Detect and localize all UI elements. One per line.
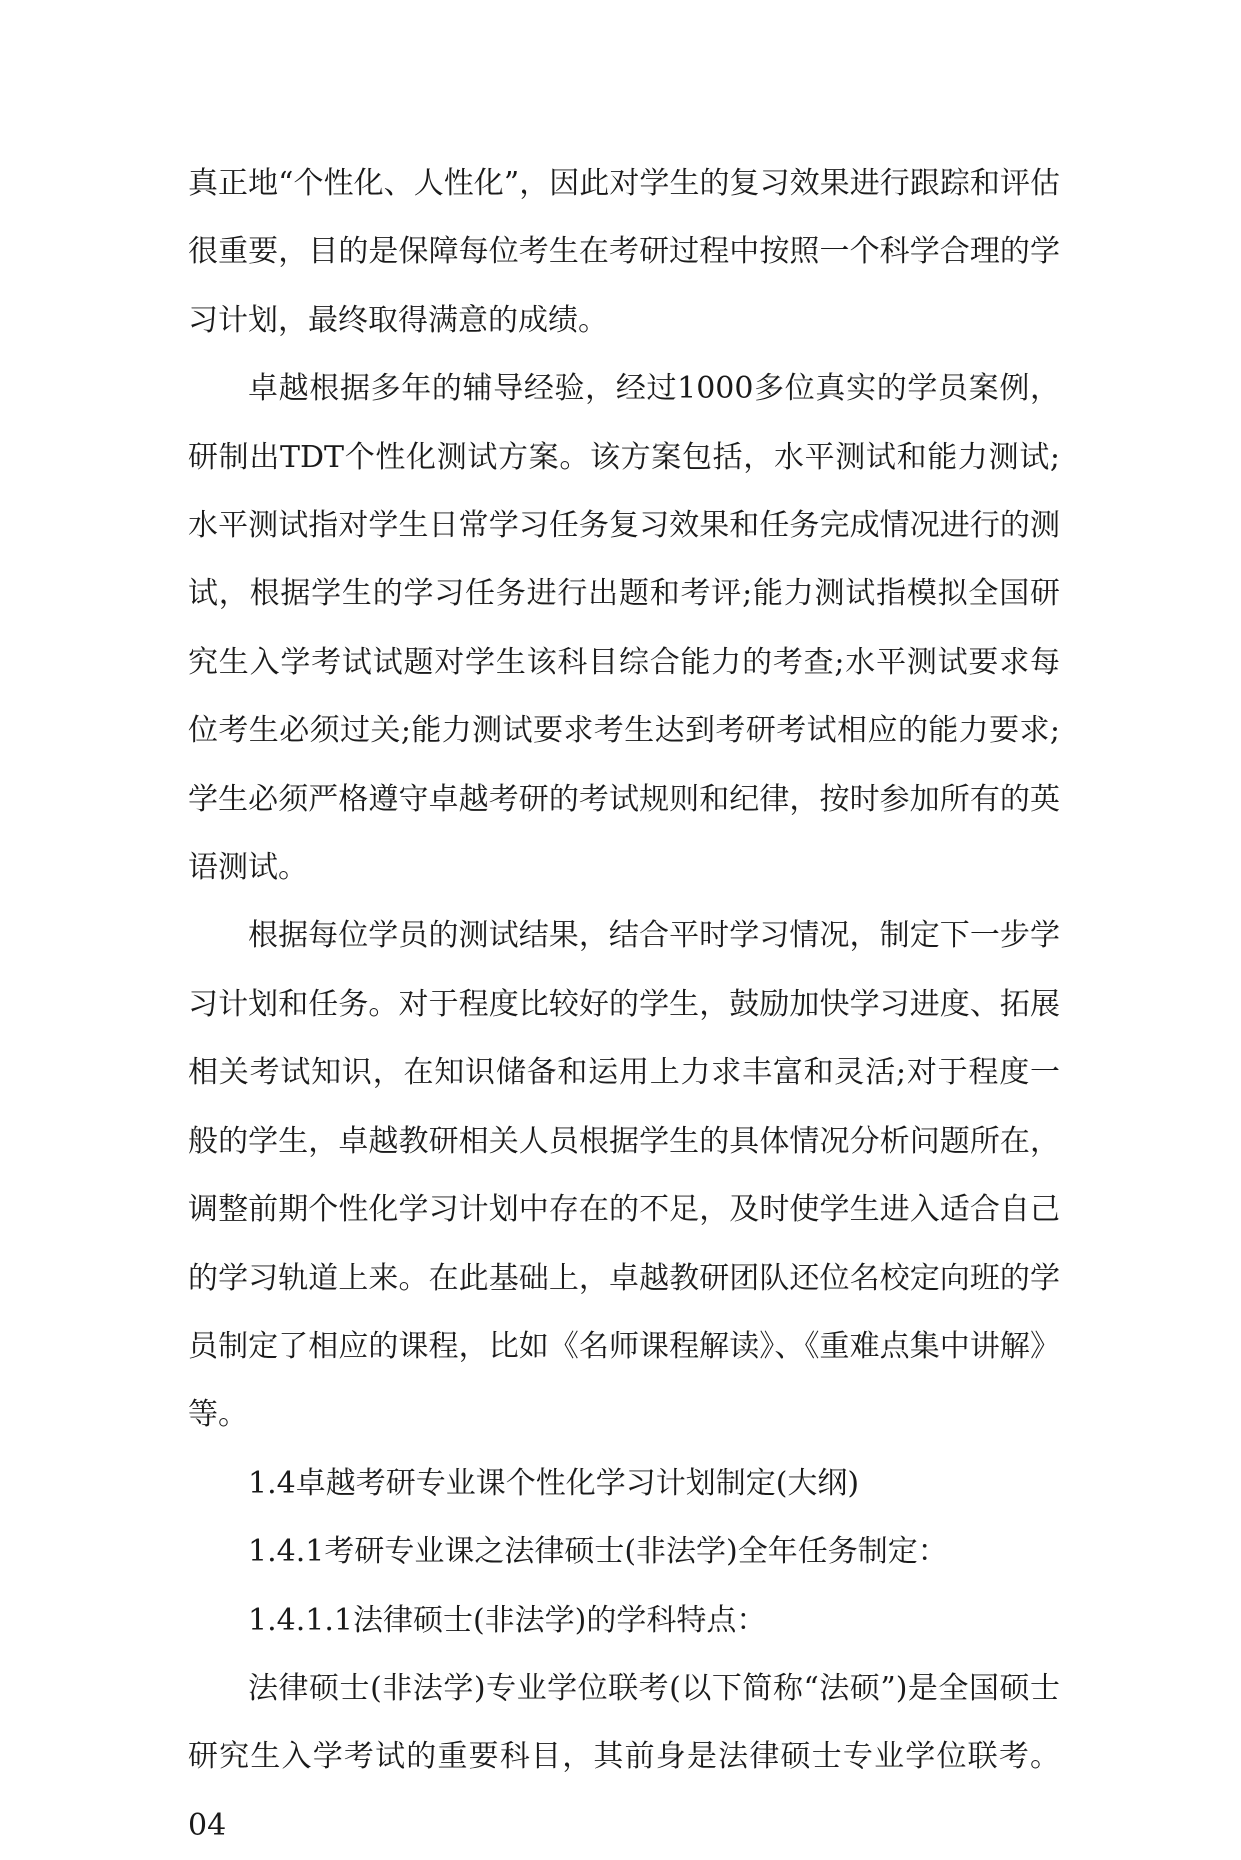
paragraph-tracking-evaluation: 真正地“个性化、人性化”，因此对学生的复习效果进行跟踪和评估很重要，目的是保障每位考生在考研过程中按照一个科学合理的学习计划，最终取得满意的成绩。 <box>188 166 1060 338</box>
heading-section-1-4-1-1: 1.4.1.1法律硕士(非法学)的学科特点： <box>248 1602 767 1638</box>
paragraph-tdt-test-plan: 卓越根据多年的辅导经验，经过1000多位真实的学员案例，研制出TDT个性化测试方案。该方案包括，水平测试和能力测试;水平测试指对学生日常学习任务复习效果和任务完成情况进行的测试，根据学生的学习任务进行出题和考评;能力测试指模拟全国研究生入学考试试题对学生该科目综合能力的考查;水平测试要求每位考生必须过关;能力测试要求考生达到考研考试相应的能力要求;学生必须严格遵守卓越考研的考试规则和纪律，按时参加所有的英语测试。 <box>188 371 1060 886</box>
document-body <box>188 150 1060 1860</box>
heading-section-1-4-1: 1.4.1考研专业课之法律硕士(非法学)全年任务制定： <box>248 1534 948 1570</box>
paragraph-next-step-plan: 根据每位学员的测试结果，结合平时学习情况，制定下一步学习计划和任务。对于程度比较好的学生，鼓励加快学习进度、拓展相关考试知识，在知识储备和运用上力求丰富和灵活;对于程度一般的学生，卓越教研相关人员根据学生的具体情况分析问题所在，调整前期个性化学习计划中存在的不足，及时使学生进入适合自己的学习轨道上来。在此基础上，卓越教研团队还位名校定向班的学员制定了相应的课程，比如《名师课程解读》、《重难点集中讲解》等。 <box>188 918 1060 1433</box>
heading-section-1-4: 1.4卓越考研专业课个性化学习计划制定(大纲) <box>248 1465 860 1501</box>
paragraph-law-master-intro: 法律硕士(非法学)专业学位联考(以下简称“法硕”)是全国硕士研究生入学考试的重要科目，其前身是法律硕士专业学位联考。04 <box>188 1670 1060 1843</box>
